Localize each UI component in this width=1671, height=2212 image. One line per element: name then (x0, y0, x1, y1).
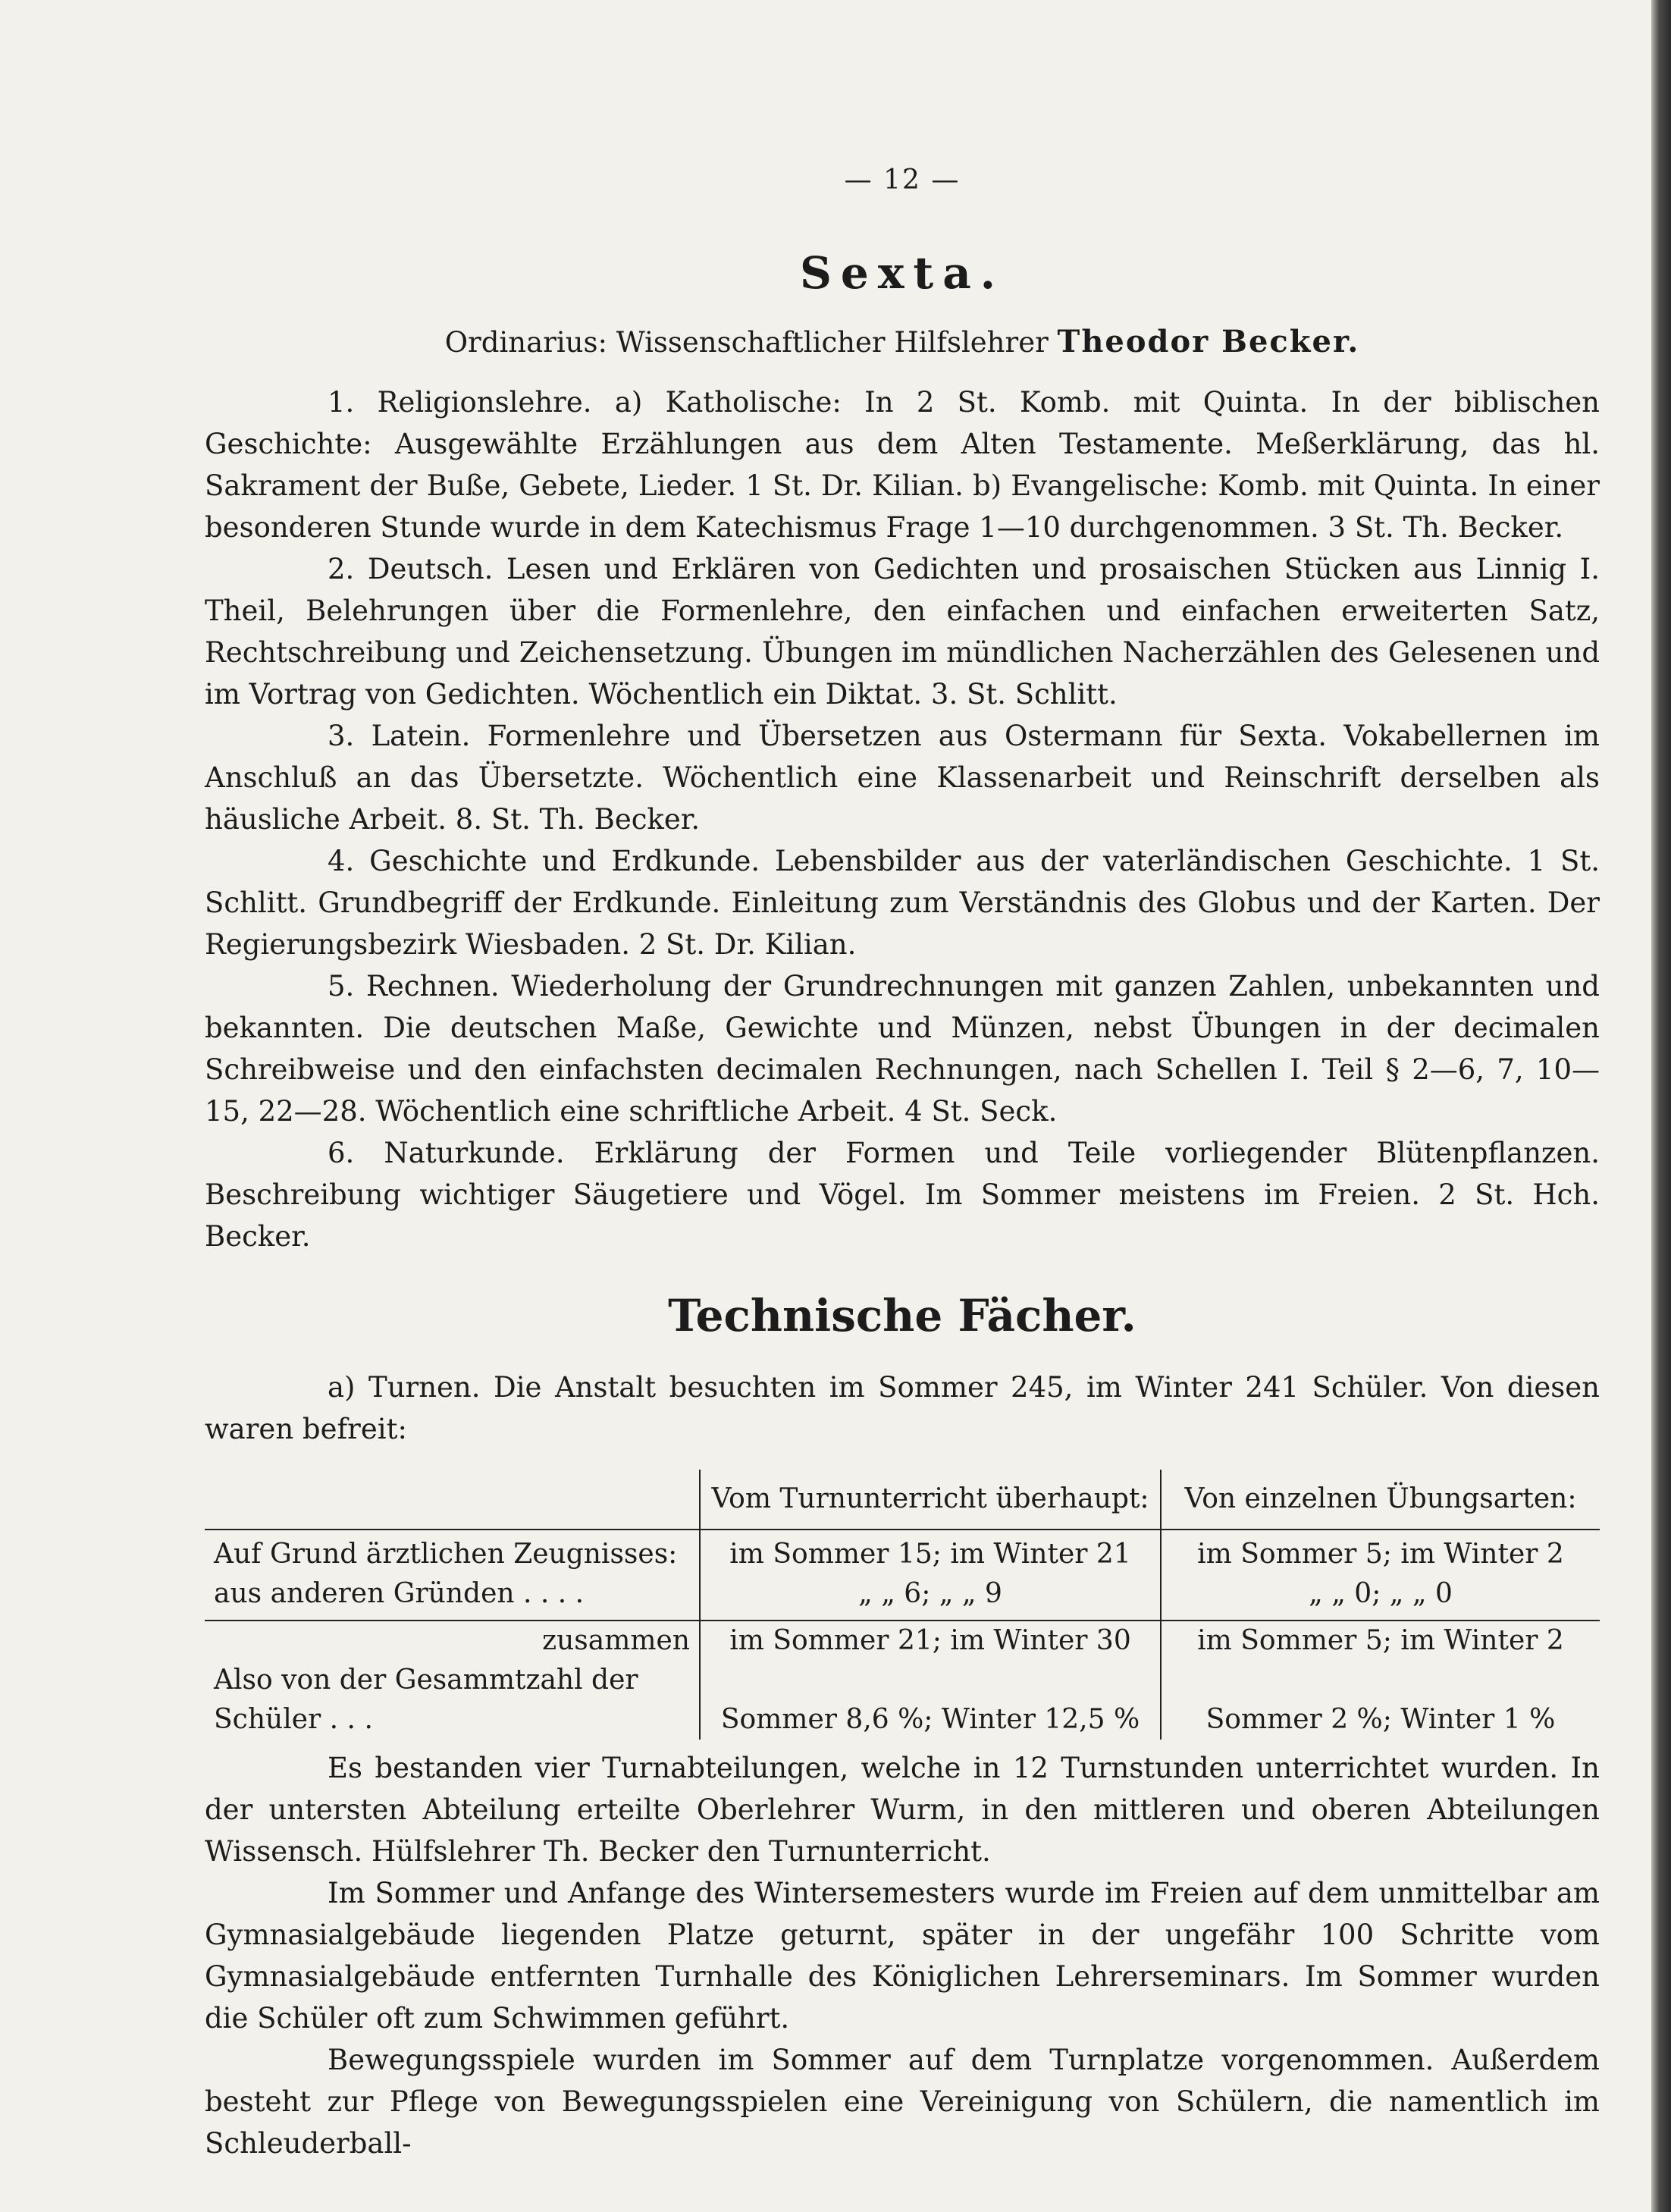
table-row (205, 1574, 1600, 1621)
table-header-row (205, 1470, 1600, 1530)
row4-col3: Sommer 2 %; Winter 1 % (1161, 1661, 1600, 1740)
subject-latein: 3. Latein. Formenlehre und Übersetzen aus Ostermann für Sexta. Vokabellernen im Anschluß an das Übersetzte. Wöchentlich eine Klassenarbeit und Reinschrift derselben als häusliche Arbeit. 8. St. Th. Becker. (205, 720, 1600, 836)
row1-col3: im Sommer 5; im Winter 2 (1161, 1530, 1600, 1574)
page-number: — 12 — (844, 165, 961, 196)
table-header-col3: Von einzelnen Übungsarten: (1161, 1470, 1600, 1530)
table-header-col2: Vom Turnunterricht überhaupt: (700, 1470, 1161, 1530)
table-row (205, 1661, 1600, 1740)
row2-col2: „ „ 6; „ „ 9 (700, 1574, 1161, 1621)
row4-label-line2: Schüler . . . (214, 1704, 373, 1735)
row4-label (205, 1661, 700, 1740)
table-row (205, 1530, 1600, 1574)
subject-rechnen: 5. Rechnen. Wiederholung der Grundrechnungen mit ganzen Zahlen, unbekannten und bekannten. Die deutschen Maße, Gewichte und Münzen, nebst Übungen in der decimalen Schreibweise und den einfachsten decimalen Rechnungen, nach Schellen I. Teil § 2—6, 7, 10—15, 22—28. Wöchentlich eine schriftliche Arbeit. 4 St. Seck. (205, 970, 1600, 1128)
row1-label: Auf Grund ärztlichen Zeugnisses: (214, 1539, 678, 1570)
turnen-intro: a) Turnen. Die Anstalt besuchten im Sommer 245, im Winter 241 Schüler. Von diesen waren befreit: (205, 1371, 1600, 1445)
ordinarius-line (205, 321, 1600, 363)
table-row (205, 1621, 1600, 1661)
row4-col2: Sommer 8,6 %; Winter 12,5 % (700, 1661, 1161, 1740)
row3-col3: im Sommer 5; im Winter 2 (1161, 1621, 1600, 1661)
row1-col2: im Sommer 15; im Winter 21 (700, 1530, 1161, 1574)
row3-label: zusammen (542, 1625, 690, 1656)
table-header-empty (205, 1470, 700, 1530)
tech-section-title: Technische Fächer. (668, 1290, 1136, 1341)
page-edge-shadow (1651, 0, 1671, 2212)
turnen-paragraph-3: Bewegungsspiele wurden im Sommer auf dem Turnplatze vorgenommen. Außerdem besteht zur Pflege von Bewegungsspielen eine Vereinigung von Schülern, die namentlich im Schleuderball- (205, 2044, 1600, 2160)
row3-col2: im Sommer 21; im Winter 30 (700, 1621, 1161, 1661)
subject-naturkunde: 6. Naturkunde. Erklärung der Formen und Teile vorliegender Blütenpflanzen. Beschreibung wichtiger Säugetiere und Vögel. Im Sommer meistens im Freien. 2 St. Hch. Becker. (205, 1137, 1600, 1253)
turnen-paragraph-1: Es bestanden vier Turnabteilungen, welche in 12 Turnstunden unterrichtet wurden. In der untersten Abteilung erteilte Oberlehrer Wurm, in den mittleren und oberen Abteilungen Wissensch. Hülfslehrer Th. Becker den Turnunterricht. (205, 1752, 1600, 1868)
row2-label: aus anderen Gründen . . . . (205, 1574, 700, 1621)
subject-religion: 1. Religionslehre. a) Katholische: In 2 St. Komb. mit Quinta. In der biblischen Geschichte: Ausgewählte Erzählungen aus dem Alten Testamente. Meßerklärung, das hl. Sakrament der Buße, Gebete, Lieder. 1 St. Dr. Kilian. b) Evangelische: Komb. mit Quinta. In einer besonderen Stunde wurde in dem Katechismus Frage 1—10 durchgenommen. 3 St. Th. Becker. (205, 386, 1600, 544)
subject-deutsch: 2. Deutsch. Lesen und Erklären von Gedichten und prosaischen Stücken aus Linnig I. Theil, Belehrungen über die Formenlehre, den einfachen und einfachen erweiterten Satz, Rechtschreibung und Zeichensetzung. Übungen im mündlichen Nacherzählen des Gelesenen und im Vortrag von Gedichten. Wöchentlich ein Diktat. 3. St. Schlitt. (205, 553, 1600, 711)
row2-col3: „ „ 0; „ „ 0 (1161, 1574, 1600, 1621)
row4-label-line1: Also von der Gesammtzahl der (214, 1664, 638, 1696)
turnen-paragraph-2: Im Sommer und Anfange des Wintersemesters wurde im Freien auf dem unmittelbar am Gymnasialgebäude liegenden Platze geturnt, später in der ungefähr 100 Schritte vom Gymnasialgebäude entfernten Turnhalle des Königlichen Lehrerseminars. Im Sommer wurden die Schüler oft zum Schwimmen geführt. (205, 1877, 1600, 2035)
ordinarius-name: Theodor Becker. (1057, 324, 1360, 359)
turnen-table (205, 1470, 1600, 1740)
ordinarius-prefix: Ordinarius: Wissenschaftlicher Hilfslehrer (444, 326, 1049, 359)
section-title: Sexta. (800, 247, 1005, 299)
subject-geschichte: 4. Geschichte und Erdkunde. Lebensbilder aus der vaterländischen Geschichte. 1 St. Schlitt. Grundbegriff der Erdkunde. Einleitung zum Verständnis des Globus und der Karten. Der Regierungsbezirk Wiesbaden. 2 St. Dr. Kilian. (205, 845, 1600, 961)
page-content (205, 159, 1600, 2164)
